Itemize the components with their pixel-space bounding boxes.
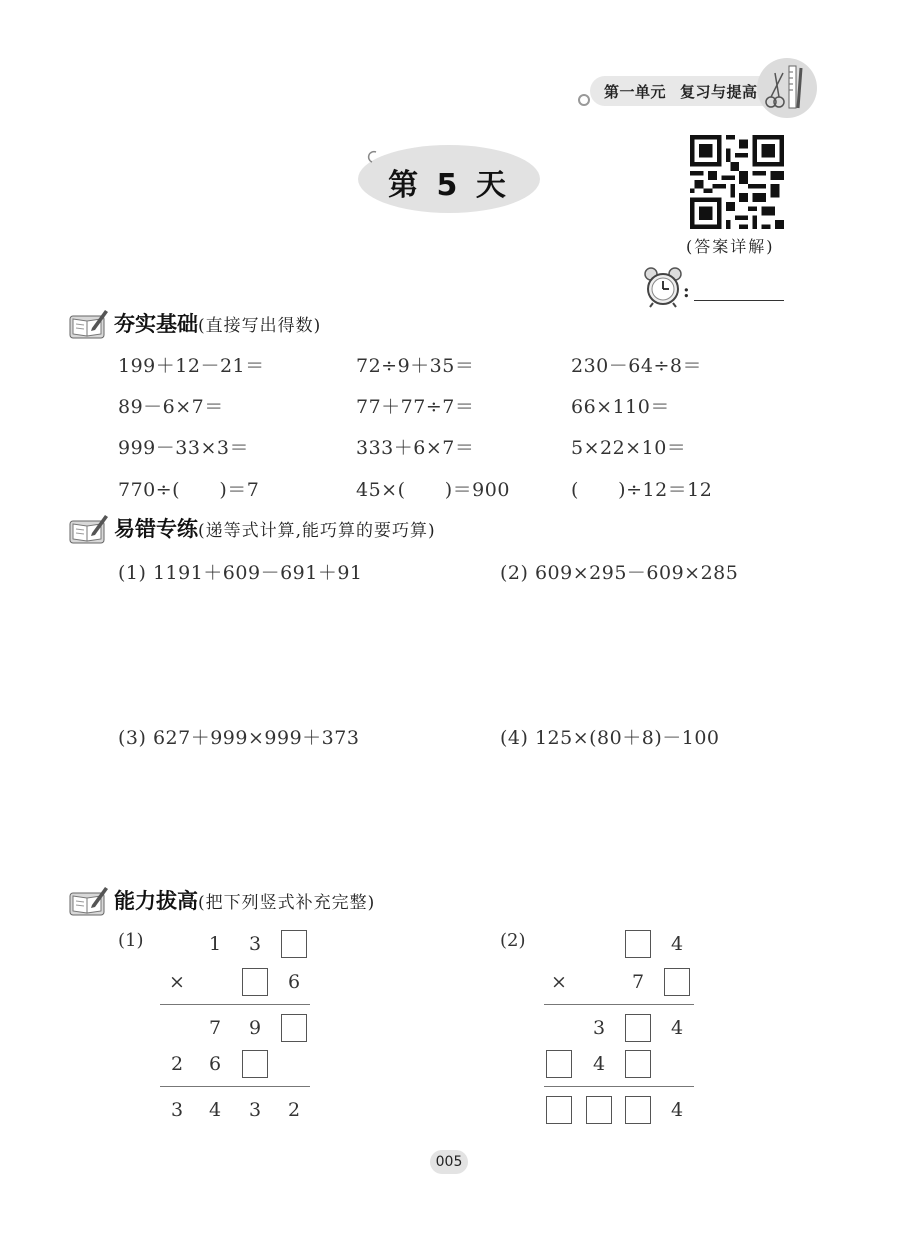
exercise-item: 770÷( )＝7: [118, 479, 260, 501]
answer-box[interactable]: [625, 1096, 651, 1124]
answer-box[interactable]: [546, 1096, 572, 1124]
section-basic-note: (直接写出得数): [198, 315, 322, 336]
section-basic-header: [68, 306, 321, 340]
digit: 6: [208, 1053, 222, 1075]
divider-line: [544, 1004, 694, 1005]
day-title: 第 5 天: [388, 168, 510, 203]
practice-question-3: (3) 627＋999×999＋373: [118, 727, 360, 749]
time-answer-line[interactable]: [694, 300, 784, 301]
exercise-item: 45×( )＝900: [356, 479, 510, 501]
exercise-item: 230－64÷8＝: [571, 355, 702, 377]
answer-box[interactable]: [281, 930, 307, 958]
answer-box[interactable]: [586, 1096, 612, 1124]
page-number: 005: [430, 1150, 468, 1174]
exercise-item: 77＋77÷7＝: [356, 396, 475, 418]
digit: 3: [592, 1017, 606, 1039]
notebook-pen-icon: [68, 511, 108, 545]
divider-line: [160, 1004, 310, 1005]
answer-box[interactable]: [625, 930, 651, 958]
exercise-item: 89－6×7＝: [118, 396, 224, 418]
digit: 3: [248, 1099, 262, 1121]
answer-box[interactable]: [242, 968, 268, 996]
digit: 7: [631, 971, 645, 993]
unit-label: 第一单元: [604, 83, 667, 101]
multiply-sign: ×: [169, 971, 185, 993]
section-practice-header: [68, 511, 436, 545]
digit: 1: [208, 933, 222, 955]
digit: 4: [670, 1099, 684, 1121]
problem-label: (2): [500, 930, 526, 951]
digit: 4: [208, 1099, 222, 1121]
qr-code-icon[interactable]: [690, 135, 784, 229]
practice-question-1: (1) 1191＋609－691＋91: [118, 562, 363, 584]
exercise-item: 199＋12－21＝: [118, 355, 265, 377]
divider-line: [544, 1086, 694, 1087]
exercise-item: 5×22×10＝: [571, 437, 687, 459]
digit: 4: [670, 933, 684, 955]
exercise-item: ( )÷12＝12: [571, 479, 713, 501]
section-practice-note: (递等式计算,能巧算的要巧算): [198, 520, 436, 541]
notebook-pen-icon: [68, 883, 108, 917]
digit: 6: [287, 971, 301, 993]
time-colon: :: [683, 281, 690, 302]
answer-box[interactable]: [242, 1050, 268, 1078]
section-advanced-header: [68, 883, 375, 917]
unit-heading: [604, 81, 772, 102]
answer-box[interactable]: [281, 1014, 307, 1042]
exercise-item: 72÷9＋35＝: [356, 355, 475, 377]
digit: 3: [170, 1099, 184, 1121]
multiply-sign: ×: [551, 971, 567, 993]
qr-caption: (答案详解): [686, 237, 775, 256]
answer-box[interactable]: [625, 1014, 651, 1042]
digit: 4: [670, 1017, 684, 1039]
divider-line: [160, 1086, 310, 1087]
section-advanced-note: (把下列竖式补充完整): [198, 892, 376, 913]
unit-dot: [578, 94, 590, 106]
exercise-item: 999－33×3＝: [118, 437, 249, 459]
digit: 7: [208, 1017, 222, 1039]
practice-question-2: (2) 609×295－609×285: [500, 562, 739, 584]
digit: 2: [287, 1099, 301, 1121]
digit: 2: [170, 1053, 184, 1075]
exercise-item: 333＋6×7＝: [356, 437, 475, 459]
digit: 3: [248, 933, 262, 955]
digit: 4: [592, 1053, 606, 1075]
section-advanced-title: 能力拔高: [114, 889, 198, 913]
practice-question-4: (4) 125×(80＋8)－100: [500, 727, 720, 749]
answer-box[interactable]: [664, 968, 690, 996]
section-basic-title: 夯实基础: [114, 312, 198, 336]
unit-title: 复习与提高: [680, 83, 758, 101]
answer-box[interactable]: [625, 1050, 651, 1078]
notebook-pen-icon: [68, 306, 108, 340]
answer-box[interactable]: [546, 1050, 572, 1078]
exercise-item: 66×110＝: [571, 396, 670, 418]
problem-label: (1): [118, 930, 144, 951]
digit: 9: [248, 1017, 262, 1039]
alarm-clock-icon: [643, 266, 683, 308]
section-practice-title: 易错专练: [114, 517, 198, 541]
